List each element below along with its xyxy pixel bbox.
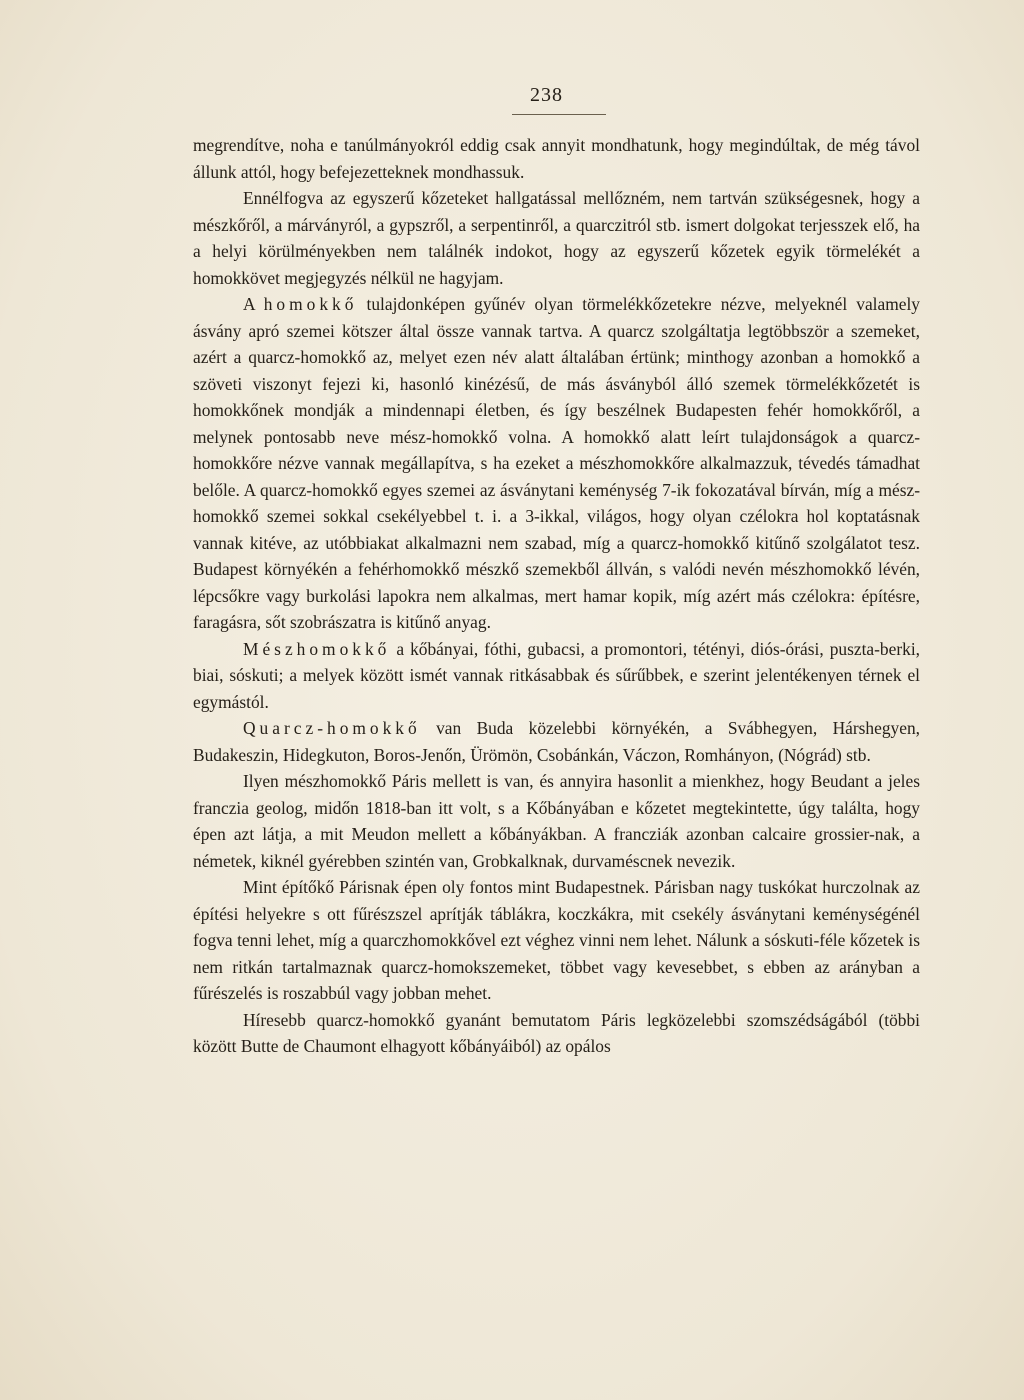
paragraph-p7 xyxy=(193,874,920,1007)
paragraph-p4 xyxy=(193,636,920,716)
page-number: 238 xyxy=(530,84,563,106)
paragraph-p5 xyxy=(193,715,920,768)
text-run: Ennélfogva az egyszerű kőzeteket hallgatással mellőzném, nem tartván szükségesnek, hogy a mészkőről, a márványról, a gypszről, a serpentinről, a quarczitról stb. ismert dolgokat terjesszek elő, ha a helyi körülményekben nem találnék indokot, hogy az egyszerű kőzetek egyik törmelékét a homokkövet megjegyzés nélkül ne hagyjam. xyxy=(193,188,920,288)
text-run: Ilyen mészhomokkő Páris mellett is van, és annyira hasonlit a mienkhez, hogy Beudant a jeles franczia geolog, midőn 1818-ban itt volt, s a Kőbányában e kőzetet megtekintette, úgy találta, hogy épen azt látja, a mit Meudon mellett a kőbányákban. A francziák azonban calcaire grossier-nak, a németek, kiknél gyérebben szintén van, Grobkalknak, durvaméscnek nevezik. xyxy=(193,771,920,871)
body-text xyxy=(193,132,920,1060)
page-number-rule xyxy=(512,114,606,115)
text-run: a kőbányai, fóthi, gubacsi, a promontori, tétényi, diós-órási, puszta-berki, biai, sóskuti; a melyek között ismét vannak ritkásabbak és sűrűbbek, e szerint jelentékenyen térnek el egymástól. xyxy=(193,638,920,712)
text-run: megrendítve, noha e tanúlmányokról eddig csak annyit mondhatunk, hogy megindúltak, de még távol állunk attól, hogy befejezetteknek mondhassuk. xyxy=(193,135,920,182)
paragraph-p2 xyxy=(193,185,920,291)
spaced-term: Mészhomokkő xyxy=(243,638,391,659)
paragraph-p8 xyxy=(193,1007,920,1060)
text-run: tulajdonképen gyűnév olyan törmelékkőzetekre nézve, melyeknél valamely ásvány apró szemei kötszer által össze vannak tartva. A quarcz szolgáltatja legtöbbször a szemeket, azért a quarcz-homokkő az, melyet ezen név alatt általában értünk; minthogy azonban a homokkő a szöveti viszonyt fejezi ki, hasonló kinézésű, de más ásványból álló szemek törmelékkőzetét is homokkőnek mondják a mindennapi életben, és így beszélnek Budapesten fehér homokkőről, a melynek pontosabb neve mész-homokkő volna. A homokkő alatt leírt tulajdonságok a quarcz-homokkőre nézve vannak megállapítva, s ha ezeket a mészhomokkőre alkalmazzuk, tévedés támadhat belőle. A quarcz-homokkő egyes szemei az ásványtani keménység 7-ik fokozatával bírván, míg a mész-homokkő szemei sokkal csekélyebbel t. i. a 3-ikkal, világos, hogy olyan czélokra hol koptatásnak vannak kitéve, az utóbbiakat alkalmazni nem szabad, míg a quarcz-homokkő kitűnő szolgálatot tesz. Budapest környékén a fehérhomokkő mészkő szemekből állván, s valódi nevén mészhomokkő lévén, lépcsőkre vagy burkolási lapokra nem alkalmas, mert hamar kopik, míg azért más czélokra: építésre, faragásra, sőt szobrászatra is kitűnő anyag. xyxy=(193,294,920,632)
spaced-term: Quarcz-homokkő xyxy=(243,718,421,738)
spaced-term: homokkő xyxy=(263,294,358,314)
paragraph-p6 xyxy=(193,768,920,874)
text-run: Mint építőkő Párisnak épen oly fontos mint Budapestnek. Párisban nagy tuskókat hurczolnak az építési helyekre s ott fűrészszel aprítják táblákra, koczkákra, mit csekély ásványtani keménységénél fogva tenni lehet, míg a quarczhomokkővel ezt véghez vinni nem lehet. Nálunk a sóskuti-féle kőzetek is nem ritkán tartalmaznak quarcz-homokszemeket, többet vagy kevesebbet, s ebben az arányban a fűrészelés is roszabbúl vagy jobban mehet. xyxy=(193,877,920,1003)
text-run: Híresebb quarcz-homokkő gyanánt bemutatom Páris legközelebbi szomszédságából (többi között Butte de Chaumont elhagyott kőbányáiból) az opálos xyxy=(193,1009,920,1056)
paragraph-p1 xyxy=(193,132,920,185)
paragraph-p3 xyxy=(193,291,920,636)
text-run: A xyxy=(243,294,264,314)
text-run: van Buda közelebbi környékén, a Svábhegyen, Hárshegyen, Budakeszin, Hidegkuton, Boros-Jenőn, Ürömön, Csobánkán, Váczon, Romhányon, (Nógrád) stb. xyxy=(193,718,920,765)
